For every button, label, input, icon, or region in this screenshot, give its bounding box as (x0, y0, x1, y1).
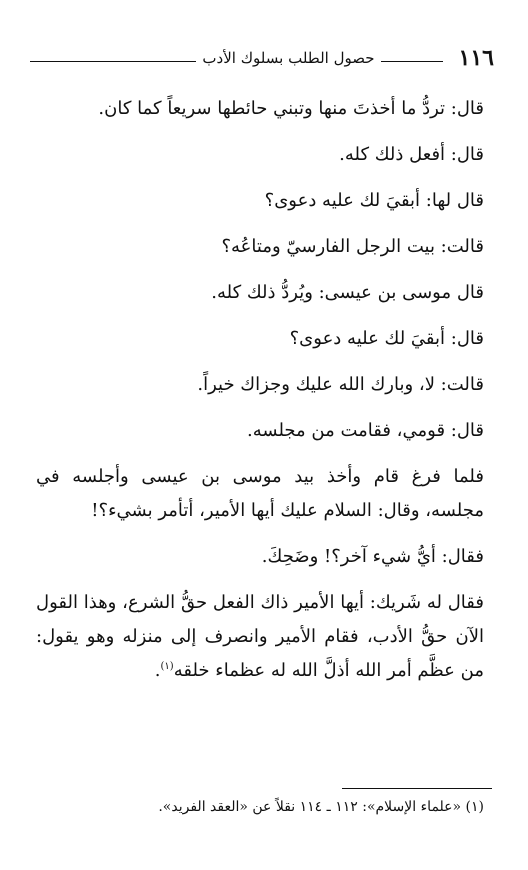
footnote-divider (342, 788, 492, 789)
paragraph: قالت: لا، وبارك الله عليك وجزاك خيراً. (197, 374, 484, 395)
running-header (30, 44, 494, 72)
page-number: ١١٦ (458, 45, 494, 71)
paragraph: قال لها: أبقيَ لك عليه دعوى؟ (264, 190, 484, 211)
paragraph: قال: أبقيَ لك عليه دعوى؟ (289, 328, 484, 349)
footnote-marker: (١) (160, 661, 174, 672)
running-title: حصول الطلب بسلوك الأدب (202, 49, 375, 67)
paragraph: قال: أفعل ذلك كله. (339, 144, 484, 165)
paragraph-end: . (154, 660, 161, 681)
paragraph: فلما فرغ قام وأخذ بيد موسى بن عيسى وأجلسه في مجلسه، وقال: السلام عليك أيها الأمير، أتأمر بشيء؟! (36, 466, 484, 521)
paragraph: قال: تردُّ ما أخذتَ منها وتبني حائطها سريعاً كما كان. (98, 98, 484, 119)
paragraph-final (36, 586, 484, 688)
paragraph: فقال: أيُّ شيء آخر؟! وضَحِكَ. (261, 546, 484, 567)
header-rule (30, 61, 196, 62)
header-rule-left (381, 61, 443, 62)
paragraph: قال: قومي، فقامت من مجلسه. (247, 420, 484, 441)
paragraph: قالت: بيت الرجل الفارسيّ ومتاعُه؟ (221, 236, 484, 257)
main-text (36, 92, 484, 688)
paragraph-text: فقال له شَريك: أيها الأمير ذاك الفعل حقُّ الشرع، وهذا القول الآن حقُّ الأدب، فقام الأمير وانصرف إلى منزله وهو يقول: من عظَّم أمر الله أذلَّ الله له عظماء خلقه (36, 592, 484, 681)
paragraph: قال موسى بن عيسى: ويُردُّ ذلك كله. (211, 282, 484, 303)
footnote: (١) «علماء الإسلام»: ١١٢ ـ ١١٤ نقلاً عن «العقد الفريد». (158, 799, 484, 815)
